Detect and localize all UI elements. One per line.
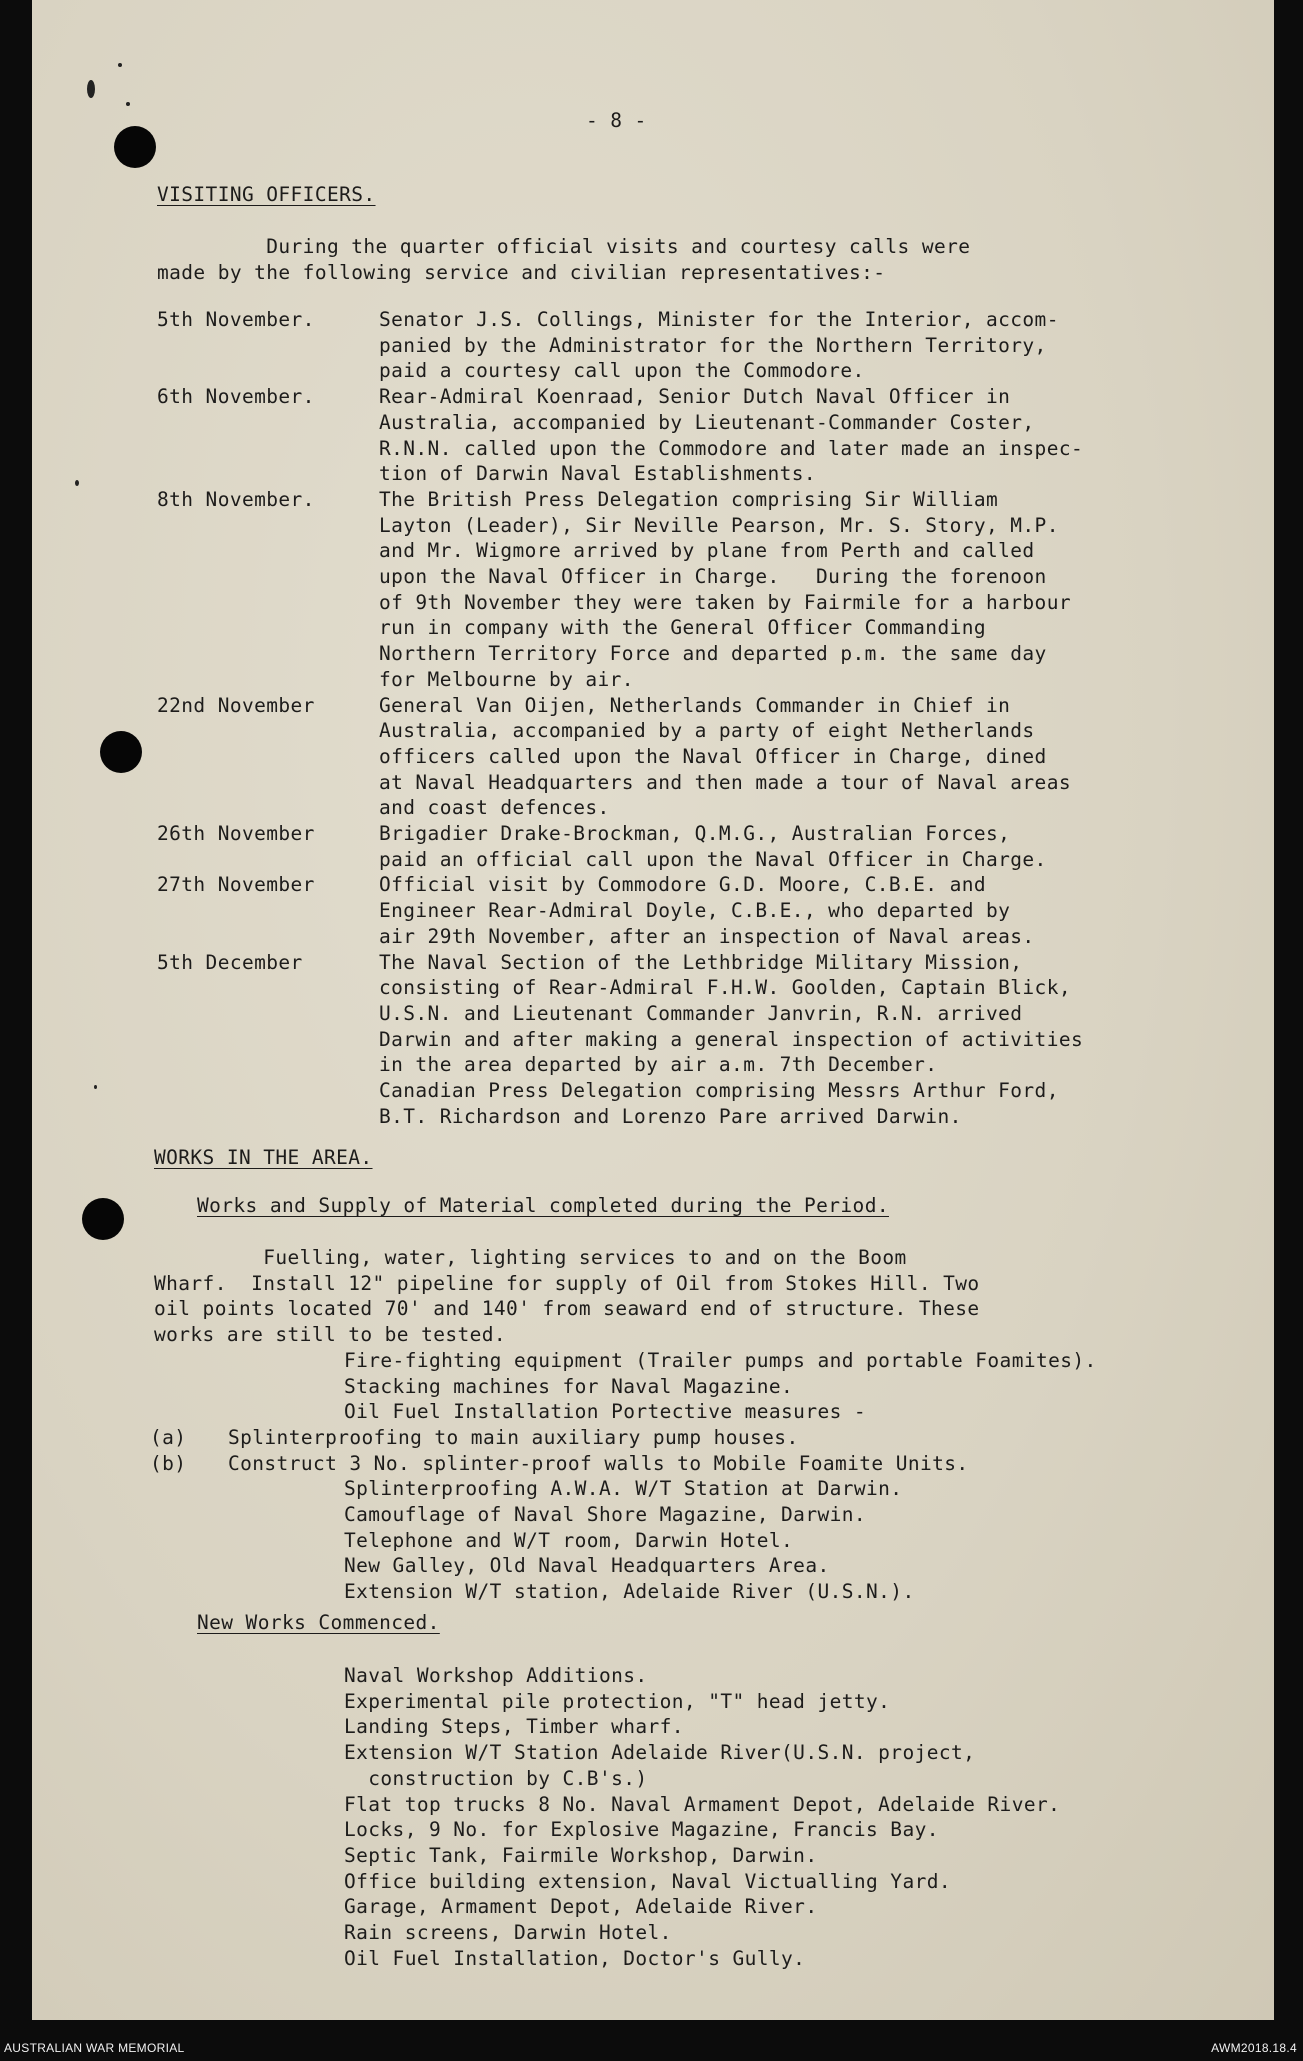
visit-description-line: at Naval Headquarters and then made a tour of Naval areas <box>379 770 1071 794</box>
works-item: Construct 3 No. splinter-proof walls to Mobile Foamite Units. <box>228 1451 969 1475</box>
new-works-item: Landing Steps, Timber wharf. <box>344 1715 684 1739</box>
visit-description-line: officers called upon the Naval Officer in Charge, dined <box>379 744 1047 768</box>
visit-description-line: Brigadier Drake-Brockman, Q.M.G., Australian Forces, <box>379 822 1011 845</box>
punch-hole-lower <box>82 1198 124 1240</box>
page-number: - 8 - <box>586 109 647 132</box>
visit-description-line: Northern Territory Force and departed p.m. the same day <box>379 642 1047 666</box>
works-paragraph-line: oil points located 70' and 140' from seaward end of structure. These <box>154 1297 980 1321</box>
works-item: New Galley, Old Naval Headquarters Area. <box>344 1554 830 1578</box>
visit-description-line: air 29th November, after an inspection of Naval areas. <box>379 924 1035 948</box>
intro-line: made by the following service and civilian representatives:- <box>157 260 886 284</box>
new-works-item: Extension W/T Station Adelaide River(U.S.N. project, <box>344 1741 976 1765</box>
footer-accession-number: AWM2018.18.4 <box>1211 2041 1297 2055</box>
works-item: Oil Fuel Installation Portective measures - <box>344 1400 867 1424</box>
works-item-prefix: (b) <box>150 1451 187 1475</box>
works-item: Stacking machines for Naval Magazine. <box>344 1374 794 1398</box>
works-paragraph-line: works are still to be tested. <box>154 1323 507 1347</box>
visit-description-line: panied by the Administrator for the Northern Territory, <box>379 333 1047 357</box>
visit-date: 27th November <box>157 873 315 897</box>
works-item: Splinterproofing A.W.A. W/T Station at Darwin. <box>344 1477 903 1501</box>
visit-description-line: U.S.N. and Lieutenant Commander Janvrin, R.N. arrived <box>379 1001 1023 1025</box>
ink-speck <box>75 480 79 486</box>
works-item: Splinterproofing to main auxiliary pump houses. <box>228 1425 799 1449</box>
works-item: Fire-fighting equipment (Trailer pumps and portable Foamites). <box>344 1348 1097 1372</box>
works-item-prefix: (a) <box>150 1425 187 1449</box>
new-works-item: Oil Fuel Installation, Doctor's Gully. <box>344 1946 806 1970</box>
visit-description-line: Official visit by Commodore G.D. Moore, C.B.E. and <box>379 873 986 897</box>
visit-description-line: consisting of Rear-Admiral F.H.W. Goolden, Captain Blick, <box>379 976 1071 1000</box>
works-item: Extension W/T station, Adelaide River (U.S.N.). <box>344 1580 915 1604</box>
visit-description-line: and Mr. Wigmore arrived by plane from Perth and called <box>379 539 1035 563</box>
visit-description-line: in the area departed by air a.m. 7th December. <box>379 1053 938 1077</box>
visit-description-line: Australia, accompanied by Lieutenant-Commander Coster, <box>379 410 1035 434</box>
visit-description-line: Engineer Rear-Admiral Doyle, C.B.E., who departed by <box>379 899 1011 923</box>
visit-description-line: run in company with the General Officer Commanding <box>379 616 986 640</box>
visit-description-line: General Van Oijen, Netherlands Commander in Chief in <box>379 693 1011 717</box>
visit-description-line: of 9th November they were taken by Fairmile for a harbour <box>379 590 1071 614</box>
visit-description-line: The Naval Section of the Lethbridge Military Mission, <box>379 950 1023 974</box>
new-works-heading: New Works Commenced. <box>197 1611 440 1634</box>
visit-description-line: Canadian Press Delegation comprising Messrs Arthur Ford, <box>379 1079 1059 1102</box>
visit-date: 5th November. <box>157 308 315 331</box>
new-works-item: Garage, Armament Depot, Adelaide River. <box>344 1895 818 1919</box>
ink-speck <box>87 80 95 98</box>
visit-date: 8th November. <box>157 487 315 511</box>
visit-date: 22nd November <box>157 693 315 717</box>
visit-description-line: for Melbourne by air. <box>379 667 634 691</box>
document-page <box>32 0 1274 2020</box>
new-works-item: Experimental pile protection, "T" head jetty. <box>344 1689 891 1713</box>
ink-speck <box>126 102 130 106</box>
visit-description-line: Australia, accompanied by a party of eight Netherlands <box>379 719 1035 743</box>
visit-date: 5th December <box>157 950 303 974</box>
punch-hole-top <box>114 126 156 168</box>
new-works-item: Flat top trucks 8 No. Naval Armament Depot, Adelaide River. <box>344 1792 1061 1816</box>
works-item: Telephone and W/T room, Darwin Hotel. <box>344 1528 794 1552</box>
visit-description-line: Rear-Admiral Koenraad, Senior Dutch Naval Officer in <box>379 385 1011 409</box>
new-works-item: Septic Tank, Fairmile Workshop, Darwin. <box>344 1843 818 1867</box>
works-heading: WORKS IN THE AREA. <box>154 1146 373 1169</box>
footer-credit: AUSTRALIAN WAR MEMORIAL <box>4 2041 185 2055</box>
visit-date: 26th November <box>157 822 315 845</box>
visit-description-line: and coast defences. <box>379 796 610 820</box>
visit-description-line: The British Press Delegation comprising Sir William <box>379 487 999 511</box>
ink-speck <box>94 1085 97 1089</box>
visit-description-line: Layton (Leader), Sir Neville Pearson, Mr. S. Story, M.P. <box>379 513 1059 537</box>
visit-description-line: Senator J.S. Collings, Minister for the Interior, accom- <box>379 308 1059 331</box>
new-works-item: Office building extension, Naval Victualling Yard. <box>344 1869 951 1893</box>
intro-line: During the quarter official visits and courtesy calls were <box>157 235 971 258</box>
visit-description-line: tion of Darwin Naval Establishments. <box>379 462 817 486</box>
new-works-item: Naval Workshop Additions. <box>344 1664 648 1687</box>
works-item: Camouflage of Naval Shore Magazine, Darwin. <box>344 1503 867 1526</box>
punch-hole-middle <box>100 731 142 773</box>
visit-description-line: B.T. Richardson and Lorenzo Pare arrived Darwin. <box>379 1104 962 1128</box>
visiting-officers-heading: VISITING OFFICERS. <box>157 183 376 206</box>
new-works-item: Locks, 9 No. for Explosive Magazine, Francis Bay. <box>344 1818 939 1842</box>
works-paragraph-line: Wharf. Install 12" pipeline for supply of Oil from Stokes Hill. Two <box>154 1271 980 1295</box>
visit-description-line: R.N.N. called upon the Commodore and later made an inspec- <box>379 436 1084 460</box>
ink-speck <box>118 63 122 67</box>
visit-description-line: paid an official call upon the Naval Officer in Charge. <box>379 847 1047 871</box>
visit-description-line: Darwin and after making a general inspection of activities <box>379 1027 1084 1051</box>
new-works-item: construction by C.B's.) <box>344 1766 648 1790</box>
visit-description-line: paid a courtesy call upon the Commodore. <box>379 359 865 383</box>
visit-date: 6th November. <box>157 385 315 409</box>
visit-description-line: upon the Naval Officer in Charge. During the forenoon <box>379 565 1047 588</box>
works-completed-heading: Works and Supply of Material completed during the Period. <box>197 1194 889 1217</box>
new-works-item: Rain screens, Darwin Hotel. <box>344 1921 672 1944</box>
works-paragraph-line: Fuelling, water, lighting services to and on the Boom <box>154 1246 907 1269</box>
